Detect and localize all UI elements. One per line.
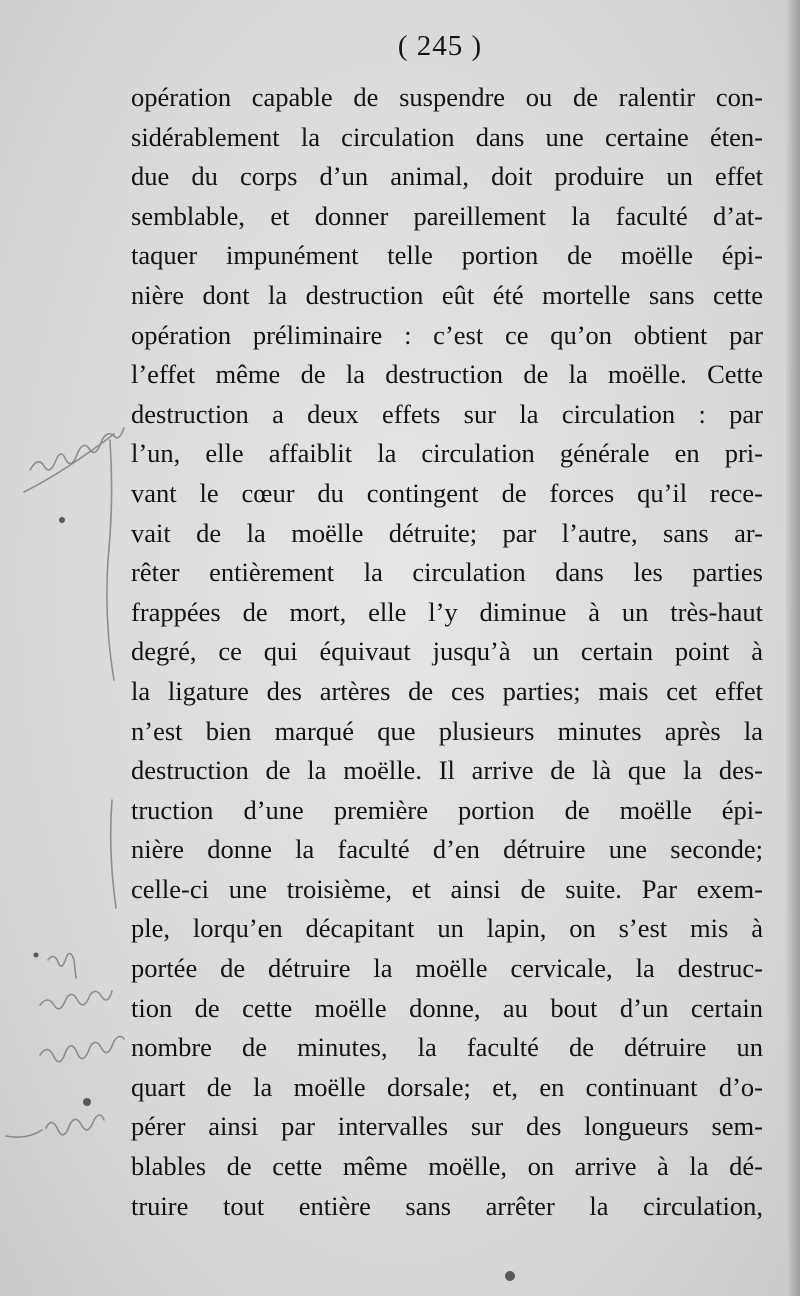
text-line: opération préliminaire : c’est ce qu’on obtient par (131, 319, 763, 350)
text-line: quart de la moëlle dorsale; et, en continuant d’o- (131, 1071, 763, 1102)
text-line: l’un, elle affaiblit la circulation générale en pri- (131, 438, 763, 469)
text-line: semblable, et donner pareillement la faculté d’at- (131, 200, 763, 231)
text-line: nière dont la destruction eût été mortelle sans cette (131, 279, 763, 310)
text-line: celle-ci une troisième, et ainsi de suite. Par exem- (131, 873, 763, 904)
text-line: rêter entièrement la circulation dans les parties (131, 557, 763, 588)
text-line: truction d’une première portion de moëlle épi- (131, 794, 763, 825)
text-line: degré, ce qui équivaut jusqu’à un certain point à (131, 636, 763, 667)
text-line: ple, lorqu’en décapitant un lapin, on s’est mis à (131, 913, 763, 944)
text-line: portée de détruire la moëlle cervicale, la destruc- (131, 953, 763, 984)
page-edge-shadow (786, 0, 800, 1296)
text-line: nière donne la faculté d’en détruire une seconde; (131, 834, 763, 865)
text-line: opération capable de suspendre ou de ralentir con- (131, 82, 763, 112)
text-line: tion de cette moëlle donne, au bout d’un certain (131, 992, 763, 1023)
text-line: blables de cette même moëlle, on arrive à la dé- (131, 1151, 763, 1182)
text-line: l’effet même de la destruction de la moëlle. Cette (131, 359, 763, 390)
text-line: due du corps d’un animal, doit produire un effet (131, 161, 763, 192)
text-line: pérer ainsi par intervalles sur des longueurs sem- (131, 1111, 763, 1142)
text-line: n’est bien marqué que plusieurs minutes après la (131, 715, 763, 746)
text-line: sidérablement la circulation dans une certaine éten- (131, 121, 763, 152)
text-line: vant le cœur du contingent de forces qu’il rece- (131, 477, 763, 508)
text-line: vait de la moëlle détruite; par l’autre, sans ar- (131, 517, 763, 548)
text-line: truire tout entière sans arrêter la circulation, (131, 1190, 763, 1221)
page-number: ( 245 ) (397, 30, 483, 62)
text-line: destruction a deux effets sur la circulation : par (131, 398, 763, 429)
text-line: frappées de mort, elle l’y diminue à un très-haut (131, 596, 763, 627)
text-line: taquer impunément telle portion de moëlle épi- (131, 240, 763, 271)
text-line: la ligature des artères de ces parties; mais cet effet (131, 675, 763, 706)
text-line: destruction de la moëlle. Il arrive de là que la des- (131, 755, 763, 786)
body-text (131, 78, 763, 1226)
text-line: nombre de minutes, la faculté de détruire un (131, 1032, 763, 1063)
